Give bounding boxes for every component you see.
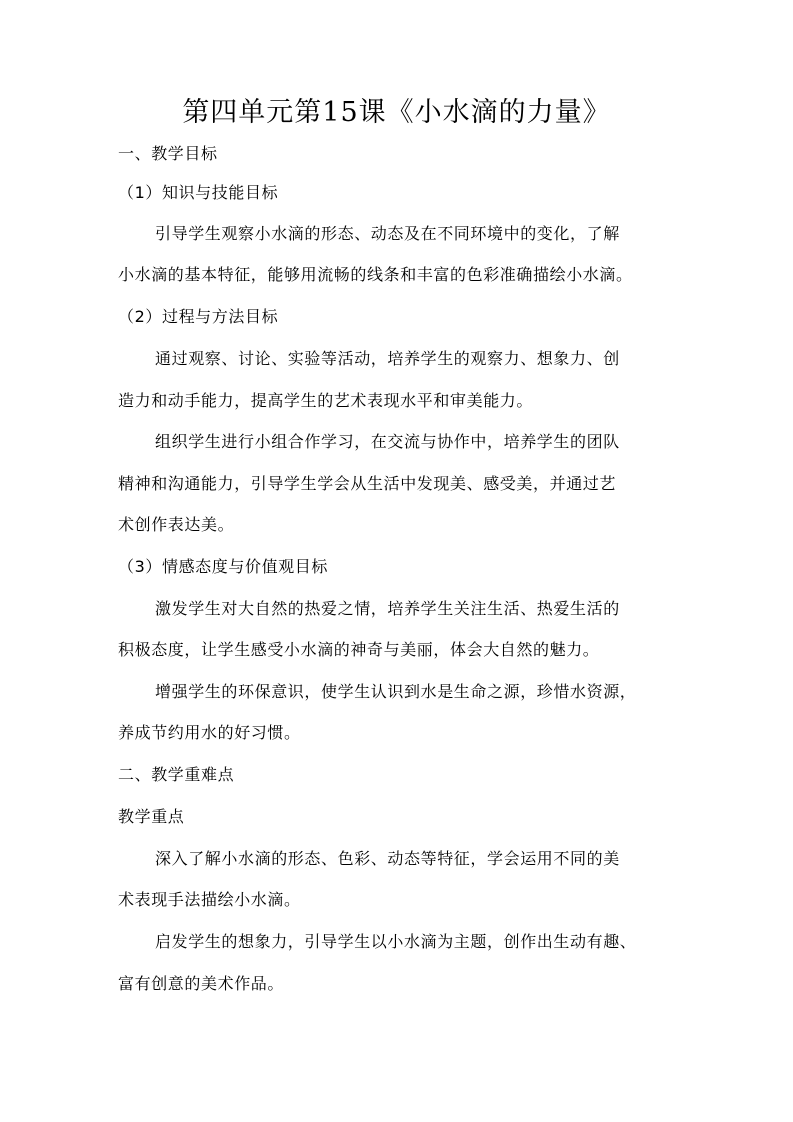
document-title: 第四单元第15课《小水滴的力量》 (182, 97, 611, 128)
paragraph-line: 激发学生对大自然的热爱之情，培养学生关注生活、热爱生活的 (155, 599, 620, 618)
paragraph-line: 小水滴的基本特征，能够用流畅的线条和丰富的色彩准确描绘小水滴。 (118, 265, 633, 284)
paragraph-line: 积极态度，让学生感受小水滴的神奇与美丽，体会大自然的魅力。 (118, 640, 600, 659)
paragraph-line: 术创作表达美。 (118, 515, 235, 534)
paragraph-line: 引导学生观察小水滴的形态、动态及在不同环境中的变化，了解 (155, 224, 620, 243)
paragraph-line: 组织学生进行小组合作学习，在交流与协作中，培养学生的团队 (155, 432, 620, 451)
paragraph-line: 养成节约用水的好习惯。 (118, 723, 301, 742)
paragraph-line: 精神和沟通能力，引导学生学会从生活中发现美、感受美，并通过艺 (118, 474, 617, 493)
subheading-knowledge-skills: （1）知识与技能目标 (118, 183, 279, 202)
section-heading-key-difficult-points: 二、教学重难点 (118, 765, 235, 784)
paragraph-line: 造力和动手能力，提高学生的艺术表现水平和审美能力。 (118, 391, 534, 410)
paragraph-line: 深入了解小水滴的形态、色彩、动态等特征，学会运用不同的美 (155, 849, 620, 868)
paragraph-line: 术表现手法描绘小水滴。 (118, 890, 301, 909)
paragraph-line: 富有创意的美术作品。 (118, 974, 285, 993)
paragraph-line: 增强学生的环保意识，使学生认识到水是生命之源，珍惜水资源， (155, 682, 637, 701)
subheading-emotions-values: （3）情感态度与价值观目标 (118, 557, 328, 576)
paragraph-line: 通过观察、讨论、实验等活动，培养学生的观察力、想象力、创 (155, 349, 620, 368)
paragraph-line: 启发学生的想象力，引导学生以小水滴为主题，创作出生动有趣、 (155, 932, 637, 951)
section-heading-objectives: 一、教学目标 (118, 144, 218, 163)
subheading-process-methods: （2）过程与方法目标 (118, 307, 279, 326)
subheading-teaching-focus: 教学重点 (118, 807, 185, 826)
